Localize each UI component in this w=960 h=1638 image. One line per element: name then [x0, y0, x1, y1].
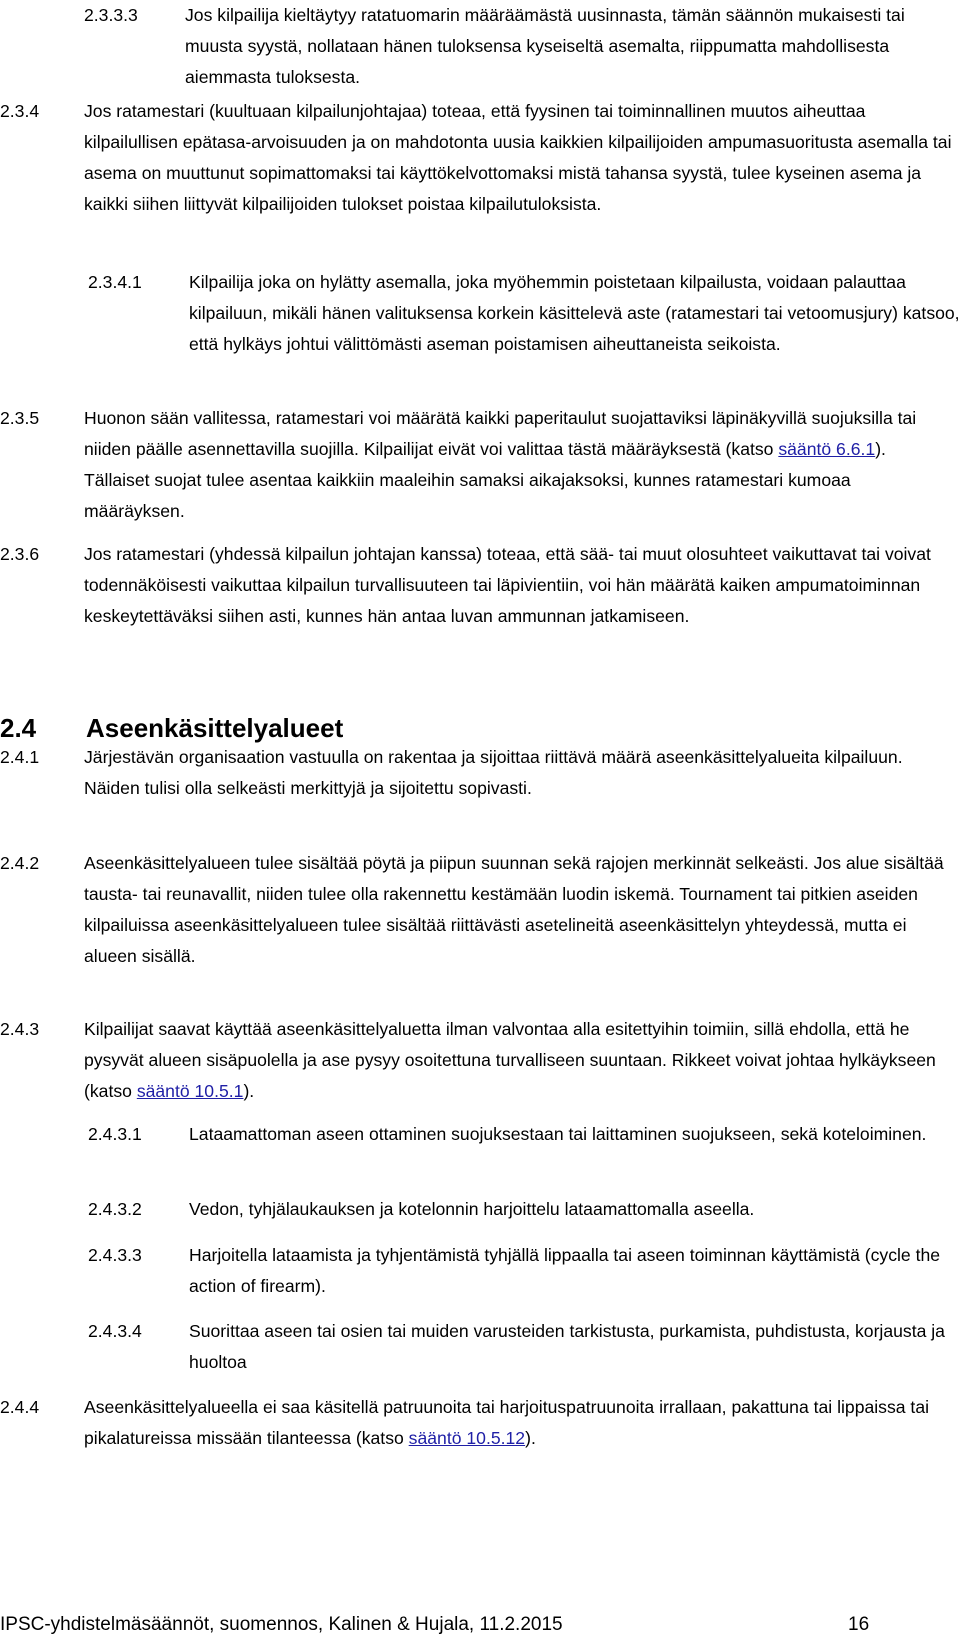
rule-number: 2.4.4	[0, 1397, 40, 1417]
rule-text: Lataamattoman aseen ottaminen suojuksestaan tai laittaminen suojukseen, sekä koteloiminen.	[189, 1124, 927, 1144]
rule-text: Kilpailijat saavat käyttää aseenkäsittelyaluetta ilman valvontaa alla esitettyihin toimiin, sillä ehdolla, että he pysyvät alueen sisäpuolella ja ase pysyy osoitettuna turvalliseen suuntaan. Rikkeet voivat johtaa hylkäykseen (katso sääntö 10.5.1).	[84, 1019, 936, 1101]
rule-number: 2.4.2	[0, 853, 40, 873]
rule-number: 2.4.3.2	[88, 1199, 142, 1219]
rule-number: 2.4.3.3	[88, 1245, 142, 1265]
rule-text: Jos kilpailija kieltäytyy ratatuomarin määräämästä uusinnasta, tämän säännön mukaisesti tai muusta syystä, nollataan hänen tuloksensa kyseiseltä asemalta, riippumatta mahdollisesta aiemmasta tuloksesta.	[185, 5, 905, 87]
rule-number: 2.3.4	[0, 101, 40, 121]
rule-number: 2.4.1	[0, 747, 40, 767]
rule-text: Vedon, tyhjälaukauksen ja kotelonnin harjoittelu lataamattomalla aseella.	[189, 1199, 755, 1219]
rule-text: Kilpailija joka on hylätty asemalla, joka myöhemmin poistetaan kilpailusta, voidaan palauttaa kilpailuun, mikäli hänen valituksensa korkein käsittelevä aste (ratamestari tai vetoomusjury) katsoo, että hylkäys johtui välittömästi aseman poistamisen aiheuttaneista seikoista.	[189, 272, 960, 354]
rule-text: Harjoitella lataamista ja tyhjentämistä tyhjällä lippaalla tai aseen toiminnan käyttämistä (cycle the action of firearm).	[189, 1245, 941, 1296]
rule-text: Jos ratamestari (yhdessä kilpailun johtajan kanssa) toteaa, että sää- tai muut olosuhteet vaikuttavat tai voivat todennäköisesti vaikuttaa kilpailun turvallisuuteen tai läpivientiin, voi hän määrätä kaiken ampumatoiminnan keskeytettäväksi siihen asti, kunnes hän antaa luvan ammunnan jatkamiseen.	[84, 544, 931, 626]
section-number: 2.4	[0, 713, 37, 743]
footer-text: IPSC-yhdistelmäsäännöt, suomennos, Kalinen & Hujala, 11.2.2015	[0, 1614, 563, 1635]
rule-text: Suorittaa aseen tai osien tai muiden varusteiden tarkistusta, purkamista, puhdistusta, korjausta ja huoltoa	[189, 1321, 945, 1372]
rule-number: 2.4.3.1	[88, 1124, 142, 1144]
page-number: 16	[848, 1614, 870, 1635]
rule-link-10-5-12[interactable]: sääntö 10.5.12	[408, 1428, 526, 1448]
rule-text: Aseenkäsittelyalueella ei saa käsitellä patruunoita tai harjoituspatruunoita irrallaan, pakattuna tai lippaissa tai pikalatureissa missään tilanteessa (katso sääntö 10.5.12).	[84, 1397, 930, 1448]
rule-link-10-5-1[interactable]: sääntö 10.5.1	[136, 1081, 244, 1101]
rule-number: 2.4.3	[0, 1019, 40, 1039]
rule-number: 2.3.5	[0, 408, 40, 428]
rule-number: 2.3.6	[0, 544, 40, 564]
rule-number: 2.3.3.3	[84, 5, 138, 25]
rule-link-6-6-1[interactable]: sääntö 6.6.1	[778, 439, 876, 459]
rule-number: 2.3.4.1	[88, 272, 142, 292]
rule-text: Aseenkäsittelyalueen tulee sisältää pöytä ja piipun suunnan sekä rajojen merkinnät selkeästi. Jos alue sisältää tausta- tai reunavallit, niiden tulee olla rakennettu kestämään luodin iskemä. Tournament tai pitkien aseiden kilpailuissa aseenkäsittelyalueen tulee sisältää riittävästi asetelineitä aseenkäsittelyn yhteydessä, mutta ei alueen sisällä.	[84, 853, 944, 966]
rule-number: 2.4.3.4	[88, 1321, 142, 1341]
rule-text: Huonon sään vallitessa, ratamestari voi määrätä kaikki paperitaulut suojattaviksi läpinäkyvillä suojuksilla tai niiden päälle asennettavilla suojilla. Kilpailijat eivät voi valittaa tästä määräyksestä (katso sääntö 6.6.1). Tällaiset suojat tulee asentaa kaikkiin maaleihin samaksi aikajaksoksi, kunnes ratamestari kumoaa määräyksen.	[84, 408, 917, 521]
section-title: Aseenkäsittelyalueet	[86, 713, 344, 743]
rule-text: Järjestävän organisaation vastuulla on rakentaa ja sijoittaa riittävä määrä aseenkäsittelyalueita kilpailuun. Näiden tulisi olla selkeästi merkittyjä ja sijoitettu sopivasti.	[84, 747, 903, 798]
rule-text: Jos ratamestari (kuultuaan kilpailunjohtajaa) toteaa, että fyysinen tai toiminnallinen muutos aiheuttaa kilpailullisen epätasa-arvoisuuden ja on mahdotonta uusia kaikkien kilpailijoiden ampumasuoritusta asemalla tai asema on muuttunut sopimattomaksi tai käyttökelvottomaksi mistä tahansa syystä, tulee kyseinen asema ja kaikki siihen liittyvät kilpailijoiden tulokset poistaa kilpailutuloksista.	[84, 101, 952, 214]
